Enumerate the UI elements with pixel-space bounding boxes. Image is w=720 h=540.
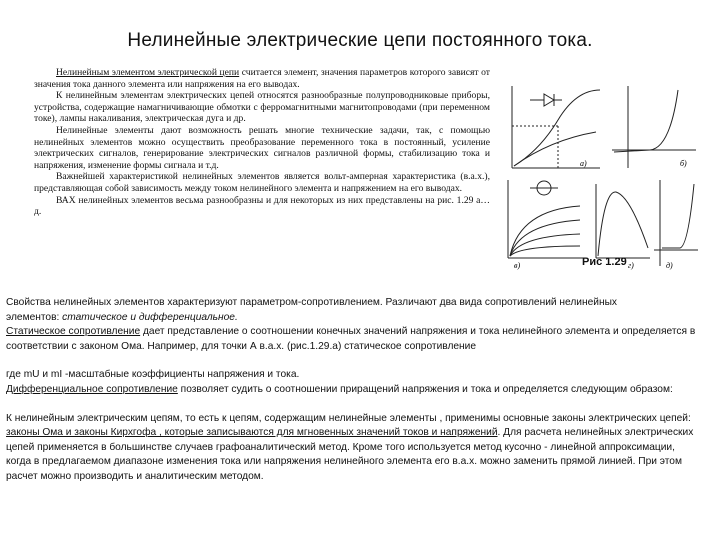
intro-paragraph-1	[34, 67, 490, 90]
panel-d	[654, 180, 698, 266]
ohm-kirchhoff-laws-link[interactable]: законы Ома и законы Кирхгофа , которые записываются для мгновенных значений токов и напряжений	[6, 427, 498, 439]
body-p2-rest: дает представление о соотношении конечных значений напряжения и тока нелинейного элемента и определяется в соответствии с законом Ома. Например, для точки А в.а.х. (рис.1.29.а) статическое сопротивление	[6, 326, 696, 352]
figure-caption: Рис 1.29	[582, 256, 627, 268]
panel-b	[612, 86, 696, 168]
body-paragraph-5	[6, 412, 696, 485]
panel-d-label: д)	[666, 261, 673, 270]
panel-a	[512, 86, 600, 168]
intro-paragraph-3: Нелинейные элементы дают возможность решать многие технические задачи, так, с помощью нелинейных элементов можно осуществить преобразование переменного тока в постоянный, усиление электрических сигналов, генерирование электрических сигналов различной формы, стабилизацию тока и напряжения, изменение формы сигнала и т.д.	[34, 124, 490, 171]
body-paragraph-4	[6, 383, 696, 398]
panel-b-label: б)	[680, 159, 687, 168]
panel-g-label: г)	[628, 261, 634, 270]
page-title: Нелинейные электрические цепи постоянного тока.	[127, 30, 593, 51]
differential-resistance-link[interactable]: Дифференциальное сопротивление	[6, 383, 178, 395]
static-resistance-link[interactable]: Статическое сопротивление	[6, 326, 141, 338]
resistance-types: статическое и дифференциальное.	[62, 311, 238, 323]
figure-1-29	[500, 80, 700, 270]
nonlinear-element-link[interactable]: Нелинейным элементом электрической цепи	[56, 67, 240, 78]
body-paragraph-3: где mU и mI -масштабные коэффициенты напряжения и тока.	[6, 369, 300, 381]
body-p5-rest: . Для расчета нелинейных электрических цепей применяется в большинстве случаев графоаналитический метод. Кроме того используется метод кусочно - линейной аппроксимации, когда в предлагаемом диапазоне изменения тока или напряжения нелинейного элемента его в.а.х. можно заменить прямой линией. При этом расчет можно производить и аналитическим методом.	[6, 427, 694, 482]
body-p4-rest: позволяет судить о соотношении приращений напряжения и тока и определяется следующим образом:	[177, 383, 673, 395]
intro-paragraph-4: Важнейшей характеристикой нелинейных элементов является вольт-амперная характеристика (в.а.х.), представляющая собой зависимость между током нелинейного элемента и напряжением на его выводах.	[34, 171, 490, 194]
intro-text	[34, 67, 490, 218]
panel-v	[508, 180, 584, 258]
panel-a-label: а)	[580, 159, 587, 168]
intro-paragraph-2: К нелинейным элементам электрических цепей относятся разнообразные полупроводниковые приборы, устройства, содержащие намагничивающие обмотки с ферромагнитными магнитопроводами (при переменном токе), лампы накаливания, электрическая дуга и др.	[34, 90, 490, 125]
body-text	[6, 296, 696, 485]
body-p1-line1: Свойства нелинейных элементов характеризуют параметром-сопротивлением. Различают два вида сопротивлений нелинейных	[6, 297, 618, 308]
body-paragraph-2	[6, 325, 696, 354]
intro-p1-rest: считается элемент, значения параметров которого зависят от значения тока данного элемента или напряжения на его выводах.	[34, 67, 490, 90]
panel-g	[596, 184, 650, 258]
panel-v-label: в)	[514, 261, 521, 270]
body-p5-start: К нелинейным электрическим цепям, то есть к цепям, содержащим нелинейные элементы , применимы основные законы электрических цепей:	[6, 412, 691, 424]
body-p1-prefix: элементов:	[6, 311, 63, 323]
body-paragraph-1	[6, 296, 696, 325]
iv-characteristics-figure	[500, 80, 700, 270]
intro-paragraph-5: ВАХ нелинейных элементов весьма разнообразны и для некоторых из них представлены на рис. 1.29 а…д.	[34, 194, 490, 218]
